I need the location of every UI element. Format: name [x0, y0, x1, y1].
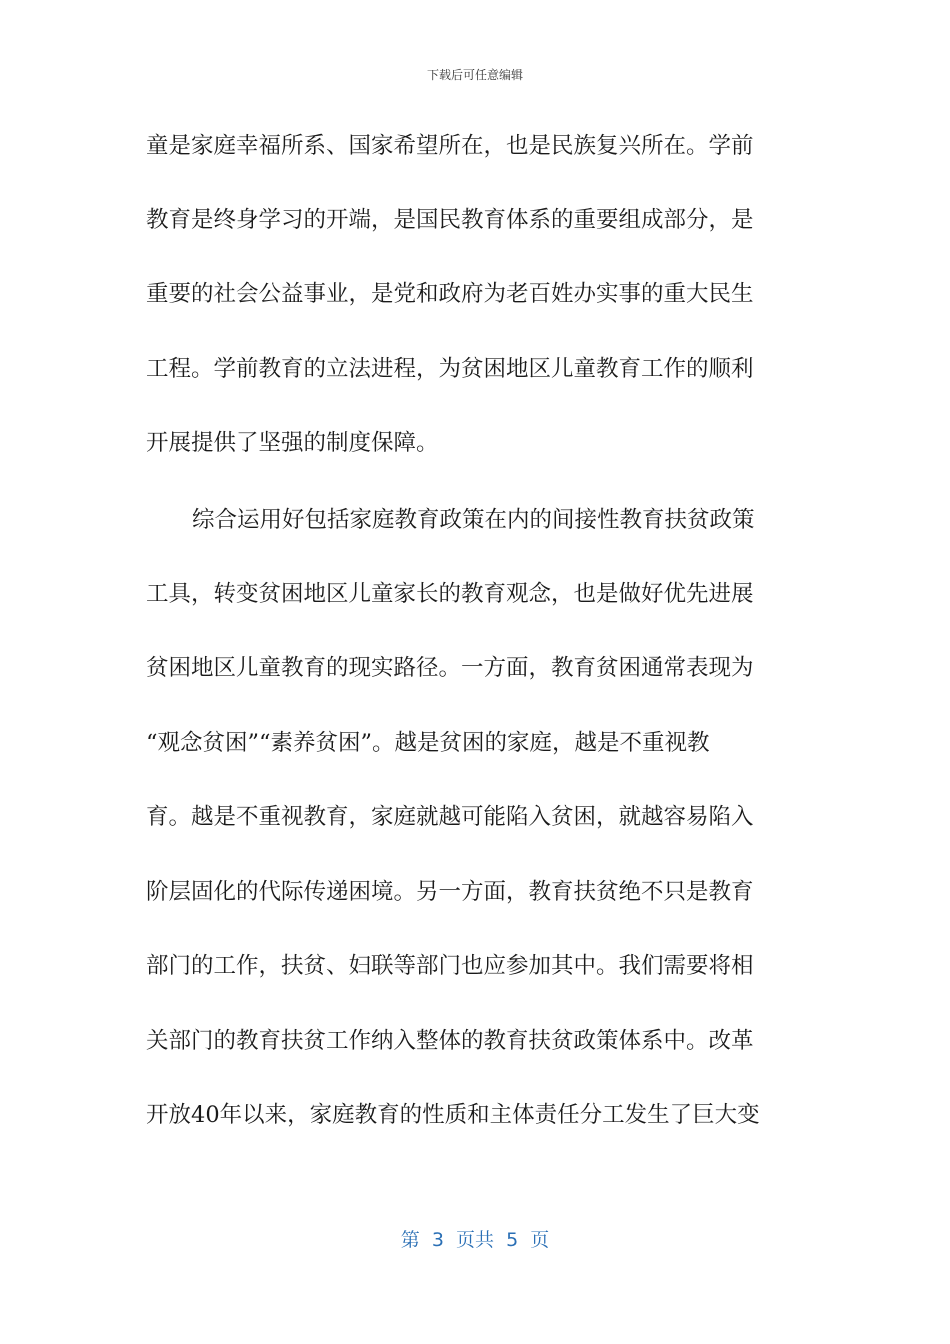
text-line: “观念贫困”“素养贫困”。越是贫困的家庭，越是不重视教 [146, 730, 710, 756]
text-line: 部门的工作，扶贫、妇联等部门也应参加其中。我们需要将相 [146, 953, 754, 979]
paragraph-first-line: 综合运用好包括家庭教育政策在内的间接性教育扶贫政策 [192, 507, 755, 533]
text-line: 开展提供了坚强的制度保障。 [146, 430, 439, 456]
text-line: 工具，转变贫困地区儿童家长的教育观念，也是做好优先进展 [146, 581, 754, 607]
text-line: 贫困地区儿童教育的现实路径。一方面，教育贫困通常表现为 [146, 655, 754, 681]
text-line: 关部门的教育扶贫工作纳入整体的教育扶贫政策体系中。改革 [146, 1028, 754, 1054]
page-number-footer: 第 3 页共 5 页 [400, 1229, 550, 1251]
text-line: 童是家庭幸福所系、国家希望所在，也是民族复兴所在。学前 [146, 133, 754, 159]
text-line: 重要的社会公益事业，是党和政府为老百姓办实事的重大民生 [146, 281, 754, 307]
text-line: 工程。学前教育的立法进程，为贫困地区儿童教育工作的顺利 [146, 356, 754, 382]
page-header: 下载后可任意编辑 [426, 68, 523, 82]
text-line: 阶层固化的代际传递困境。另一方面，教育扶贫绝不只是教育 [146, 879, 754, 905]
text-line: 开放40年以来，家庭教育的性质和主体责任分工发生了巨大变 [146, 1102, 760, 1128]
text-line: 育。越是不重视教育，家庭就越可能陷入贫困，就越容易陷入 [146, 804, 754, 830]
text-line: 教育是终身学习的开端，是国民教育体系的重要组成部分，是 [146, 207, 754, 233]
